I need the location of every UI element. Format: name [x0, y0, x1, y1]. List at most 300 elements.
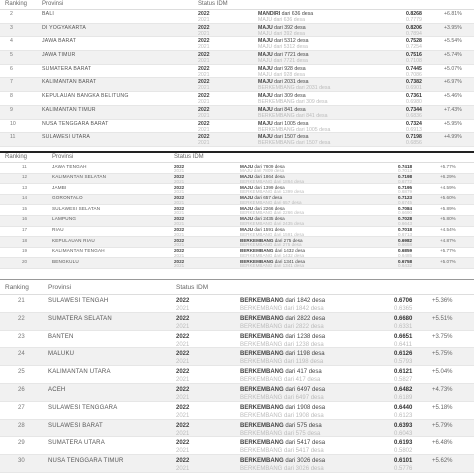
status-current	[240, 298, 325, 304]
idm-score-current: 0.6126	[394, 351, 413, 358]
status-category: BERKEMBANG	[240, 248, 274, 254]
idm-score-previous: 0.7108	[406, 58, 422, 65]
header-ranking: Ranking	[5, 1, 28, 7]
status-category: MANDIRI	[258, 11, 281, 17]
status-village-count: dari 1005 desa	[274, 120, 309, 127]
status-category: BERKEMBANG	[240, 333, 284, 340]
status-category: BERKEMBANG	[240, 440, 284, 447]
year-previous: 2021	[198, 99, 210, 106]
status-current	[240, 423, 322, 429]
idm-score-current: 0.7195	[398, 184, 413, 190]
province-name: KALIMANTAN SELATAN	[52, 174, 107, 180]
year-previous: 2021	[174, 263, 185, 269]
idm-score-current: 0.7361	[406, 93, 422, 100]
score-change: +5.80%	[440, 216, 456, 222]
status-previous: BERKEMBANG dari 1842 desa	[240, 306, 324, 312]
year-previous: 2021	[174, 220, 185, 226]
province-name: BALI	[42, 11, 55, 17]
table-row	[0, 258, 474, 269]
province-name: SULAWESI TENGGARA	[48, 404, 118, 411]
idm-score-previous: 0.6980	[406, 99, 422, 106]
province-name: BANTEN	[48, 333, 74, 340]
score-change: +4.87%	[440, 237, 456, 243]
year-current: 2022	[176, 351, 190, 358]
year-previous: 2021	[198, 44, 210, 51]
status-previous: MAJU dari 7809 desa	[240, 168, 285, 173]
idm-score-previous: 0.6879	[398, 189, 413, 195]
province-name: SULAWESI BARAT	[48, 422, 103, 429]
year-previous: 2021	[174, 231, 185, 237]
status-village-count: dari 636 desa	[281, 11, 314, 17]
idm-score-current: 0.6101	[394, 458, 413, 465]
score-change: +5.04%	[432, 369, 453, 376]
province-name: SUMATERA UTARA	[48, 440, 105, 447]
score-change: +5.46%	[444, 93, 462, 100]
year-previous: 2021	[174, 189, 185, 195]
ranking-table-top	[0, 0, 474, 147]
status-category: MAJU	[240, 174, 254, 180]
province-name: SULAWESI SELATAN	[52, 205, 101, 211]
status-previous: BERKEMBANG dari 6497 desa	[240, 394, 324, 401]
table-row	[0, 420, 474, 438]
status-village-count: dari 5417 desa	[285, 440, 326, 447]
score-change: +5.62%	[432, 458, 453, 465]
year-current: 2022	[174, 216, 185, 222]
year-current: 2022	[198, 24, 210, 31]
idm-score-current: 0.7084	[398, 205, 413, 211]
header-provinsi: Provinsi	[48, 284, 72, 291]
status-village-count: dari 1908 desa	[285, 404, 326, 411]
status-village-count: dari 309 desa	[274, 93, 306, 100]
year-previous: 2021	[198, 71, 210, 78]
status-category: MAJU	[240, 216, 254, 222]
rank-number: 2	[10, 11, 13, 17]
idm-score-previous: 0.6432	[398, 263, 413, 269]
status-previous: BERKEMBANG dari 2822 desa	[240, 323, 324, 330]
status-previous: BERKEMBANG dari 417 desa	[240, 377, 321, 384]
year-previous: 2021	[198, 140, 210, 147]
idm-score-current: 0.8206	[406, 24, 422, 31]
idm-score-previous: 0.7013	[398, 168, 413, 173]
status-village-count: dari 1198 desa	[285, 351, 325, 358]
idm-score-previous: 0.5776	[394, 466, 413, 473]
status-previous: BERKEMBANG dari 1591 desa	[240, 231, 305, 237]
status-previous: BERKEMBANG dari 1399 desa	[240, 189, 305, 195]
section-divider	[0, 279, 474, 280]
status-village-count: dari 7809 desa	[254, 163, 285, 169]
status-category: MAJU	[240, 227, 254, 233]
province-name: KEPULAUAN BANGKA BELITUNG	[42, 93, 129, 100]
status-category: MAJU	[258, 24, 273, 31]
table-row	[0, 51, 474, 65]
year-previous: 2021	[176, 359, 190, 366]
year-current: 2022	[176, 315, 190, 322]
idm-score-previous: 0.6411	[394, 341, 412, 348]
year-current: 2022	[176, 369, 190, 376]
status-category: BERKEMBANG	[240, 351, 284, 358]
status-category: BERKEMBANG	[240, 404, 284, 411]
province-name: JAMBI	[52, 184, 67, 190]
rank-number: 18	[22, 237, 28, 243]
status-previous: BERKEMBANG dari 2435 desa	[240, 220, 305, 226]
year-previous: 2021	[176, 430, 190, 437]
status-village-count: dari 1864 desa	[254, 174, 285, 180]
score-change: +5.89%	[440, 205, 456, 211]
table-row	[0, 24, 474, 38]
rank-number: 19	[22, 248, 28, 254]
year-previous: 2021	[176, 412, 190, 419]
idm-score-current: 0.7528	[406, 38, 422, 45]
province-name: ACEH	[48, 386, 66, 393]
rank-number: 8	[10, 93, 13, 100]
table-row	[0, 437, 474, 455]
province-name: RIAU	[52, 227, 64, 233]
status-village-count: dari 1399 desa	[254, 184, 285, 190]
rank-number: 3	[10, 24, 13, 31]
rank-number: 22	[18, 315, 25, 322]
idm-score-previous: 0.6331	[394, 323, 413, 330]
status-village-count: dari 928 desa	[274, 65, 306, 72]
table-row	[0, 348, 474, 366]
status-current	[240, 458, 325, 464]
header-provinsi: Provinsi	[52, 154, 74, 160]
table-row	[0, 331, 474, 349]
status-village-count: dari 275 desa	[274, 237, 303, 243]
score-change: +4.59%	[440, 184, 456, 190]
table-row	[0, 37, 474, 51]
idm-score-previous: 0.6913	[406, 126, 422, 133]
score-change: +5.54%	[444, 38, 462, 45]
province-name: JAWA BARAT	[42, 38, 77, 45]
idm-score-current: 0.6393	[394, 422, 413, 429]
table-row	[0, 195, 474, 206]
rank-number: 28	[18, 422, 25, 429]
score-change: +3.95%	[444, 24, 462, 31]
idm-score-current: 0.6680	[394, 315, 413, 322]
year-previous: 2021	[174, 199, 185, 205]
idm-score-current: 0.6758	[398, 258, 413, 264]
idm-score-current: 0.6440	[394, 404, 413, 411]
idm-score-previous: 0.6745	[398, 199, 413, 205]
year-previous: 2021	[176, 377, 190, 384]
idm-score-current: 0.6193	[394, 440, 413, 447]
year-current: 2022	[198, 120, 210, 127]
year-current: 2022	[198, 65, 210, 72]
idm-score-current: 0.7028	[398, 216, 413, 222]
year-previous: 2021	[174, 242, 185, 248]
year-current: 2022	[198, 11, 210, 17]
score-change: +5.75%	[432, 351, 453, 358]
status-previous: BERKEMBANG dari 275 desa	[240, 242, 302, 248]
idm-score-current: 0.8268	[406, 11, 422, 17]
year-current: 2022	[174, 237, 185, 243]
province-name: SUMATERA SELATAN	[48, 315, 112, 322]
table-row	[0, 205, 474, 216]
status-category: MAJU	[240, 184, 254, 190]
province-name: MALUKU	[48, 351, 75, 358]
header-status-idm: Status IDM	[176, 284, 209, 291]
status-category: MAJU	[258, 52, 273, 59]
table-row	[0, 65, 474, 79]
rank-number: 17	[22, 227, 28, 233]
status-previous: MAJU dari 392 desa	[258, 30, 305, 37]
table-header	[0, 282, 474, 295]
table-row	[0, 402, 474, 420]
score-change: +5.36%	[432, 298, 453, 304]
idm-score-current: 0.7344	[406, 106, 422, 113]
status-category: MAJU	[240, 205, 254, 211]
status-village-count: dari 1591 desa	[254, 227, 285, 233]
year-previous: 2021	[176, 341, 190, 348]
table-header	[0, 0, 474, 10]
year-current: 2022	[198, 134, 210, 141]
table-row	[0, 184, 474, 195]
score-change: +6.97%	[444, 79, 462, 86]
province-name: NUSA TENGGARA BARAT	[42, 120, 109, 127]
table-row	[0, 237, 474, 248]
status-previous: BERKEMBANG dari 5417 desa	[240, 448, 324, 455]
status-category: MAJU	[258, 65, 273, 72]
year-current: 2022	[176, 404, 190, 411]
year-previous: 2021	[198, 112, 210, 119]
table-row	[0, 163, 474, 174]
status-category: MAJU	[258, 38, 273, 45]
year-current: 2022	[176, 386, 190, 393]
rank-number: 11	[22, 163, 27, 169]
status-current	[240, 440, 325, 446]
status-category: MAJU	[258, 79, 273, 86]
status-category: BERKEMBANG	[240, 298, 284, 304]
idm-score-current: 0.6982	[398, 237, 413, 243]
score-change: +4.73%	[432, 386, 453, 393]
rank-number: 5	[10, 52, 13, 59]
year-current: 2022	[174, 184, 185, 190]
header-status-idm: Status IDM	[174, 154, 204, 160]
year-current: 2022	[198, 52, 210, 59]
score-change: +6.81%	[444, 11, 462, 17]
status-category: BERKEMBANG	[240, 422, 284, 429]
score-change: +6.48%	[432, 440, 453, 447]
province-name: JAWA TENGAH	[52, 163, 87, 169]
ranking-table-bottom	[0, 282, 474, 473]
score-change: +4.99%	[444, 134, 462, 141]
rank-number: 24	[18, 351, 25, 358]
status-village-count: dari 3026 desa	[285, 458, 326, 465]
idm-score-previous: 0.6189	[394, 394, 413, 401]
status-village-count: dari 657 desa	[254, 195, 283, 201]
province-name: GORONTALO	[52, 195, 83, 201]
score-change: +4.54%	[440, 227, 456, 233]
status-village-count: dari 2266 desa	[254, 205, 285, 211]
year-current: 2022	[198, 106, 210, 113]
idm-score-current: 0.7324	[406, 120, 422, 127]
table-row	[0, 10, 474, 24]
idm-score-previous: 0.6643	[398, 220, 413, 226]
status-category: MAJU	[258, 106, 273, 113]
score-change: +6.29%	[440, 174, 456, 180]
year-previous: 2021	[174, 210, 185, 216]
year-current: 2022	[174, 258, 185, 264]
status-previous: MAJU dari 928 desa	[258, 71, 305, 78]
province-name: KALIMANTAN TENGAH	[52, 248, 105, 254]
idm-score-previous: 0.5793	[394, 359, 413, 366]
status-village-count: dari 417 desa	[285, 369, 322, 376]
idm-score-previous: 0.6690	[398, 210, 413, 216]
table-row	[0, 455, 474, 473]
idm-score-previous: 0.6658	[398, 242, 413, 248]
status-village-count: dari 1238 desa	[285, 333, 326, 340]
header-ranking: Ranking	[5, 284, 29, 291]
table-row	[0, 248, 474, 259]
province-name: KALIMANTAN UTARA	[48, 369, 111, 376]
score-change: +5.77%	[440, 248, 456, 254]
idm-score-previous: 0.6836	[406, 112, 422, 119]
status-previous: BERKEMBANG dari 1908 desa	[240, 412, 324, 419]
status-previous: BERKEMBANG dari 1238 desa	[240, 341, 324, 348]
score-change: +7.43%	[444, 106, 462, 113]
idm-score-previous: 0.6856	[406, 140, 422, 147]
rank-number: 21	[18, 298, 25, 304]
status-previous: BERKEMBANG dari 2031 desa	[258, 85, 331, 92]
status-current	[240, 334, 325, 340]
status-village-count: dari 1341 desa	[274, 258, 306, 264]
idm-score-current: 0.6482	[394, 386, 413, 393]
table-row	[0, 106, 474, 120]
status-previous: BERKEMBANG dari 309 desa	[258, 99, 328, 106]
idm-score-previous: 0.7779	[406, 17, 422, 23]
rank-number: 12	[22, 174, 28, 180]
status-previous: MAJU dari 7721 desa	[258, 58, 308, 65]
status-previous: BERKEMBANG dari 575 desa	[240, 430, 321, 437]
status-village-count: dari 5312 desa	[274, 38, 309, 45]
rank-number: 13	[22, 184, 28, 190]
status-previous: BERKEMBANG dari 1341 desa	[240, 263, 305, 269]
province-name: SUMATERA BARAT	[42, 65, 92, 72]
year-previous: 2021	[176, 466, 190, 473]
status-village-count: dari 1842 desa	[285, 298, 326, 304]
status-category: BERKEMBANG	[240, 386, 284, 393]
status-category: BERKEMBANG	[240, 458, 284, 465]
idm-score-previous: 0.7086	[406, 71, 422, 78]
idm-score-previous: 0.6772	[398, 178, 413, 184]
status-village-count: dari 1432 desa	[274, 248, 306, 254]
status-current	[240, 351, 325, 357]
year-current: 2022	[174, 248, 185, 254]
year-current: 2022	[174, 163, 185, 169]
idm-score-previous: 0.6365	[394, 306, 413, 312]
score-change: +5.51%	[432, 315, 453, 322]
year-previous: 2021	[198, 17, 210, 23]
idm-score-current: 0.6651	[394, 333, 413, 340]
status-previous: BERKEMBANG dari 1198 desa	[240, 359, 324, 366]
status-current	[240, 369, 322, 375]
year-current: 2022	[198, 79, 210, 86]
rank-number: 11	[10, 134, 16, 141]
province-name: BENGKULU	[52, 258, 79, 264]
status-current	[240, 387, 325, 393]
year-previous: 2021	[176, 394, 190, 401]
province-name: KEPULAUAN RIAU	[52, 237, 95, 243]
status-previous: MAJU dari 5312 desa	[258, 44, 308, 51]
idm-score-current: 0.7418	[398, 163, 413, 169]
table-row	[0, 120, 474, 134]
status-category: BERKEMBANG	[240, 315, 284, 322]
year-current: 2022	[198, 93, 210, 100]
score-change: +5.74%	[444, 52, 462, 59]
province-name: NUSA TENGGARA TIMUR	[48, 458, 124, 465]
score-change: +5.07%	[444, 65, 462, 72]
idm-score-previous: 0.6043	[394, 430, 413, 437]
idm-score-current: 0.7516	[406, 52, 422, 59]
ranking-table-middle	[0, 153, 474, 269]
rank-number: 16	[22, 216, 28, 222]
idm-score-previous: 0.6123	[394, 412, 413, 419]
status-current	[258, 122, 308, 127]
table-row	[0, 227, 474, 238]
status-category: MAJU	[258, 93, 273, 100]
year-previous: 2021	[198, 58, 210, 65]
idm-score-previous: 0.6713	[398, 231, 413, 237]
status-category: MAJU	[240, 163, 254, 169]
idm-score-previous: 0.5802	[394, 448, 413, 455]
status-category: BERKEMBANG	[240, 369, 284, 376]
status-village-count: dari 6497 desa	[285, 386, 326, 393]
rank-number: 20	[22, 258, 28, 264]
province-name: SULAWESI UTARA	[42, 134, 91, 141]
table-row	[0, 295, 474, 313]
rank-number: 15	[22, 205, 28, 211]
year-current: 2022	[174, 195, 185, 201]
year-previous: 2021	[174, 168, 185, 173]
status-village-count: dari 575 desa	[285, 422, 322, 429]
idm-score-previous: 0.6485	[398, 252, 413, 258]
idm-score-current: 0.6121	[394, 369, 413, 376]
rank-number: 9	[10, 106, 13, 113]
year-current: 2022	[174, 174, 185, 180]
year-current: 2022	[176, 333, 190, 340]
status-village-count: dari 2435 desa	[254, 216, 285, 222]
header-status-idm: Status IDM	[198, 1, 228, 7]
status-previous: BERKEMBANG dari 1432 desa	[240, 252, 305, 258]
year-current: 2022	[176, 458, 190, 465]
idm-score-current: 0.6706	[394, 298, 413, 304]
idm-score-current: 0.6859	[398, 248, 413, 254]
idm-score-previous: 0.6901	[406, 85, 422, 92]
status-village-count: dari 2822 desa	[285, 315, 326, 322]
year-previous: 2021	[198, 30, 210, 37]
status-village-count: dari 841 desa	[274, 106, 306, 113]
status-village-count: dari 7721 desa	[274, 52, 309, 59]
table-row	[0, 216, 474, 227]
rank-number: 25	[18, 369, 25, 376]
rank-number: 10	[10, 120, 16, 127]
status-village-count: dari 2031 desa	[274, 79, 309, 86]
score-change: +5.60%	[440, 195, 456, 201]
idm-score-current: 0.7018	[398, 227, 413, 233]
rank-number: 30	[18, 458, 25, 465]
rank-number: 27	[18, 404, 25, 411]
status-previous: BERKEMBANG dari 657 desa	[240, 199, 302, 205]
status-village-count: dari 1507 desa	[274, 134, 309, 141]
rank-number: 26	[18, 386, 25, 393]
province-name: DI YOGYAKARTA	[42, 24, 87, 31]
year-previous: 2021	[174, 178, 185, 184]
status-category: BERKEMBANG	[240, 237, 274, 243]
idm-score-previous: 0.5827	[394, 377, 413, 384]
table-row	[0, 384, 474, 402]
province-name: KALIMANTAN TIMUR	[42, 106, 96, 113]
year-current: 2022	[176, 422, 190, 429]
